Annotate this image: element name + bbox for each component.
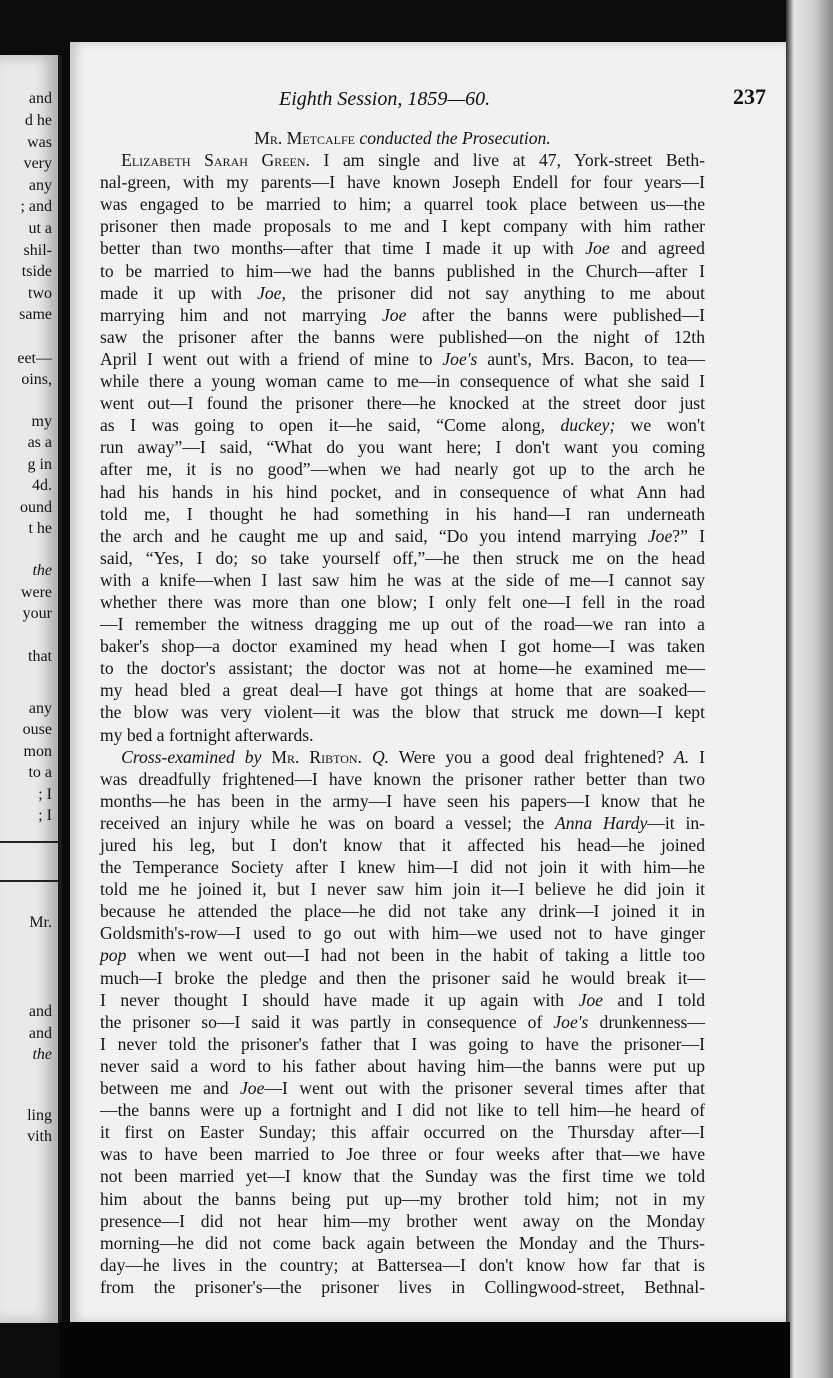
text-line (100, 215, 705, 237)
text-line (100, 1011, 705, 1033)
text-run: Were you a good deal frightened? (389, 746, 675, 767)
text-run: never said a word to his father about having him—the banns were put up (100, 1055, 705, 1076)
body-text (100, 127, 705, 1298)
text-run: whether there was more than one blow; I only felt one—I fell in the road (100, 591, 705, 612)
text-line (100, 1033, 705, 1055)
text-run: baker's shop—a doctor examined my head when I got home—I was taken (100, 636, 705, 657)
left-page-fragment: ; I (38, 807, 52, 824)
text-run: Q. (371, 746, 390, 767)
text-run: months—he has been in the army—I have seen his papers—I know that he (100, 790, 705, 811)
text-run: as I was going to open it—he said, “Come along, (100, 415, 561, 436)
text-line (100, 1276, 705, 1298)
text-line (100, 790, 705, 812)
text-line (100, 1099, 705, 1121)
text-run (362, 747, 372, 767)
left-page-fragment: your (22, 605, 52, 622)
text-line (100, 834, 705, 856)
text-run: Mr. Ribton. (271, 746, 362, 767)
left-page-fragment: and (28, 1003, 52, 1020)
text-run: Joe (585, 238, 610, 259)
text-run: had his hands in his hind pocket, and in consequence of what Ann had (100, 481, 705, 502)
left-page-fragment: any (28, 177, 52, 194)
text-run: April I went out with a friend of mine to (100, 348, 443, 369)
text-run: and agreed (609, 238, 705, 259)
text-run: was engaged to be married to him; a quarrel took place between us—the (100, 194, 705, 215)
left-page-fragment: ouse (22, 721, 52, 738)
text-run: nal-green, with my parents—I have known Joseph Endell for four years—I (100, 172, 705, 193)
text-line (100, 348, 705, 370)
text-run: morning—he did not come back again between the Monday and the Thurs- (100, 1232, 705, 1253)
left-page-fragment: ; I (38, 786, 52, 803)
text-run: Joe's (553, 1011, 589, 1032)
right-page-edge (786, 0, 833, 1378)
text-line (100, 392, 705, 414)
text-line (100, 635, 705, 657)
text-run: jured his leg, but I don't know that it affected his head—he joined (100, 835, 705, 855)
text-run: the prisoner so—I said it was partly in consequence of (100, 1011, 554, 1032)
text-run: and I told (603, 989, 706, 1010)
text-line (100, 878, 705, 900)
left-page-fragment: g in (27, 456, 52, 473)
text-run: saw the prisoner after the banns were published—on the night of 12th (100, 326, 705, 347)
text-run: —the banns were up a fortnight and I did not like to tell him—he heard of (100, 1100, 705, 1121)
left-page-fragment: ; and (20, 198, 52, 215)
left-page-fragment: mon (23, 743, 52, 760)
left-page-fragment: ound (20, 499, 52, 516)
text-line (100, 1165, 705, 1187)
text-run: the prisoner did not say anything to me about (285, 282, 705, 303)
text-run: was to have been married to Joe three or four weeks after that—we have (100, 1144, 705, 1165)
left-page-fragment: shil- (23, 242, 52, 259)
text-run: Joe (382, 304, 407, 325)
text-run: we won't (615, 415, 705, 436)
text-run: Anna Hardy (555, 812, 648, 833)
text-line (100, 724, 705, 746)
text-run: day—he lives in the country; at Battersea—I don't know how far that is (100, 1254, 705, 1275)
left-page-fragment: the (32, 1046, 52, 1063)
left-page-rule (0, 841, 58, 843)
text-line (100, 370, 705, 392)
text-run: I never thought I should have made it up again with (100, 989, 579, 1010)
text-run: between me and (100, 1078, 240, 1099)
text-run: Cross-examined by (121, 746, 262, 767)
left-page-fragment: ling (27, 1107, 52, 1124)
text-line (100, 458, 705, 480)
text-line (100, 436, 705, 458)
text-line (100, 944, 705, 966)
left-page-fragment: that (28, 648, 52, 665)
text-run: Joe's (442, 348, 478, 369)
left-page-fragment: two (28, 285, 52, 302)
text-line (100, 481, 705, 503)
text-run: with a knife—when I last saw him he was at the side of me—I cannot say (100, 569, 705, 590)
text-run: because he attended the place—he did not take any drink—I joined it in (100, 901, 705, 922)
text-line (100, 922, 705, 944)
left-page-fragment: any (28, 700, 52, 717)
text-run: pop (100, 945, 127, 966)
text-run: marrying him and not marrying (100, 304, 382, 325)
text-run: drunkenness— (588, 1011, 705, 1032)
text-run: run away”—I said, “What do you want here; I don't want you coming (100, 437, 705, 458)
text-line (100, 237, 705, 259)
text-run: presence—I did not hear him—my brother went away on the Monday (100, 1210, 705, 1231)
text-run: went out—I found the prisoner there—he knocked at the street door just (100, 393, 705, 414)
book-page (70, 42, 786, 1322)
text-line (100, 127, 705, 149)
text-line (100, 613, 705, 635)
left-page-fragment: t he (28, 520, 52, 537)
left-page-fragment: as a (27, 434, 52, 451)
bottom-shadow (60, 1322, 790, 1378)
text-run: Joe, (257, 282, 286, 303)
text-run: A. (674, 746, 690, 767)
text-run: Mr. Metcalfe (254, 128, 355, 148)
left-page-fragment: Mr. (29, 914, 52, 931)
text-line (100, 989, 705, 1011)
left-page-fragment: eet— (17, 350, 52, 367)
text-line (100, 701, 705, 723)
text-run: conducted the Prosecution. (355, 128, 551, 148)
text-line (100, 1254, 705, 1276)
text-run: Joe (578, 989, 603, 1010)
text-line (100, 171, 705, 193)
text-line (100, 1121, 705, 1143)
text-run: ?” I (672, 525, 705, 546)
text-run: not been married yet—I know that the Sunday was the first time we told (100, 1166, 705, 1187)
text-run: told me, I thought he had something in his hand—I ran underneath (100, 503, 705, 524)
text-run: my head bled a great deal—I have got things at home that are soaked— (100, 680, 705, 701)
text-line (100, 856, 705, 878)
text-line (100, 657, 705, 679)
text-line (100, 569, 705, 591)
text-run: duckey; (560, 415, 616, 436)
text-run: the arch and he caught me up and said, “Do you intend marrying (100, 525, 648, 546)
text-run: I never told the prisoner's father that I was going to have the prisoner—I (100, 1033, 705, 1054)
left-page-rule (0, 880, 58, 882)
text-run: the blow was very violent—it was the blow that struck me down—I kept (100, 702, 705, 723)
text-line (100, 967, 705, 989)
text-run: —I went out with the prisoner several times after that (264, 1078, 705, 1099)
left-page-fragment: tside (21, 263, 52, 280)
text-line (100, 282, 705, 304)
text-run: much—I broke the pledge and then the prisoner said he would break it— (100, 967, 705, 988)
text-run: —I remember the witness dragging me up out of the road—we ran into a (100, 614, 705, 635)
text-line (100, 1143, 705, 1165)
text-run: to be married to him—we had the banns published in the Church—after I (100, 260, 705, 281)
text-run: to the doctor's assistant; the doctor was not at home—he examined me— (100, 658, 705, 679)
text-run: told me he joined it, but I never saw him join it—I believe he did join it (100, 879, 705, 900)
text-run: better than two months—after that time I made it up with (100, 238, 586, 259)
text-line (100, 260, 705, 282)
text-run: while there a young woman came to me—in consequence of what she said I (100, 371, 705, 392)
left-page-fragment: and (28, 1025, 52, 1042)
text-run: him about the banns being put up—my brother told him; not in my (100, 1188, 705, 1209)
text-run: received an injury while he was on board a vessel; the (100, 812, 556, 833)
text-run: my bed a fortnight afterwards. (100, 724, 314, 745)
text-run: it first on Easter Sunday; this affair occurred on the Thursday after—I (100, 1122, 705, 1143)
text-run: Joe (647, 525, 673, 546)
text-line (100, 503, 705, 525)
text-run: from the prisoner's—the prisoner lives in Collingwood-street, Bethnal- (100, 1276, 705, 1297)
running-head (70, 84, 786, 118)
text-line (100, 1210, 705, 1232)
text-run: made it up with (100, 282, 258, 303)
text-line (100, 547, 705, 569)
left-page-fragment: vith (27, 1128, 52, 1145)
left-page-fragment: were (20, 584, 52, 601)
left-page-fragment: oins, (21, 371, 52, 388)
text-line (100, 746, 705, 768)
text-run: after me, it is no good”—when we had nearly got up to the arch he (100, 459, 705, 480)
text-line (100, 414, 705, 436)
text-run: after the banns were published—I (406, 304, 705, 325)
left-page-fragment: same (19, 306, 52, 323)
text-run: prisoner then made proposals to me and I kept company with him rather (100, 216, 705, 237)
text-line (100, 193, 705, 215)
text-run: I (689, 746, 706, 767)
text-run (261, 747, 271, 767)
left-page-fragment: very (23, 155, 52, 172)
text-line (100, 591, 705, 613)
left-page-fragment: my (31, 413, 52, 430)
text-line (100, 149, 705, 171)
text-run: said, “Yes, I do; so take yourself off,”—he then struck me on the head (100, 547, 705, 568)
text-run: when we went out—I had not been in the habit of taking a little too (126, 945, 705, 966)
running-title: Eighth Session, 1859—60. (279, 88, 491, 110)
left-page-fragment: ut a (28, 220, 52, 237)
page-number: 237 (733, 84, 766, 109)
text-run: Elizabeth Sarah Green. (121, 150, 310, 171)
text-run: —it in- (647, 812, 705, 833)
text-run: Joe (240, 1078, 265, 1099)
left-page-fragment: to a (28, 764, 52, 781)
left-page-edge (0, 55, 62, 1323)
text-line (100, 679, 705, 701)
left-page-fragment: d he (24, 112, 52, 129)
text-line (100, 1188, 705, 1210)
text-run: Goldsmith's-row—I used to go out with him—we used not to have ginger (100, 923, 705, 944)
left-page-fragment: 4d. (32, 477, 52, 494)
text-line (100, 1232, 705, 1254)
text-line (100, 768, 705, 790)
text-line (100, 525, 705, 547)
text-run: the Temperance Society after I knew him—I did not join it with him—he (100, 857, 705, 878)
text-line (100, 1055, 705, 1077)
text-line (100, 304, 705, 326)
text-line (100, 326, 705, 348)
text-run: aunt's, Mrs. Bacon, to tea— (477, 348, 706, 369)
text-run: I am single and live at 47, York-street Beth- (309, 150, 705, 171)
text-line (100, 900, 705, 922)
left-page-fragment: and (28, 90, 52, 107)
text-line (100, 812, 705, 834)
left-page-fragment: the (32, 562, 52, 579)
text-run: was dreadfully frightened—I have known the prisoner rather better than two (100, 768, 705, 789)
left-page-fragment: was (27, 134, 52, 151)
text-line (100, 1077, 705, 1099)
